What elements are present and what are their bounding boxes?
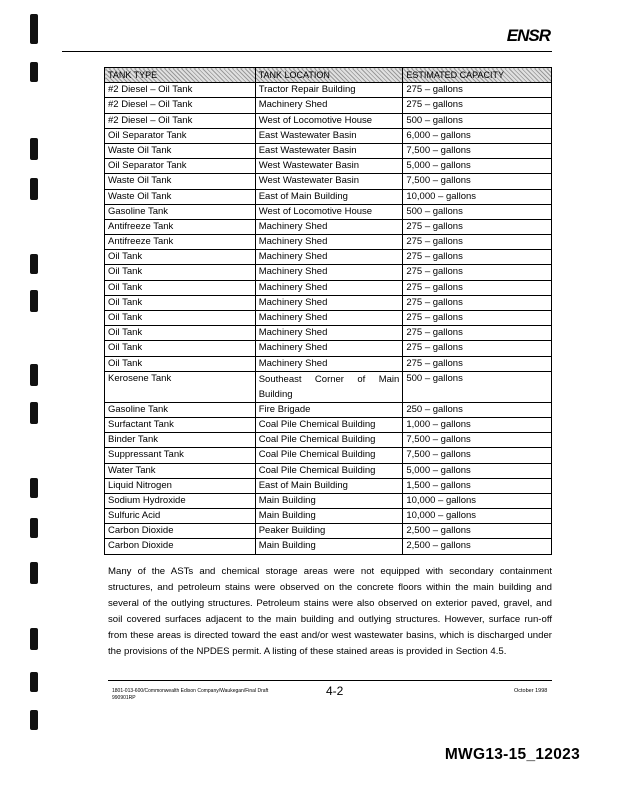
column-header: TANK LOCATION	[255, 68, 403, 83]
table-row	[105, 143, 552, 158]
tank-type-cell: Water Tank	[105, 463, 256, 478]
capacity-cell: 275 – gallons	[403, 235, 552, 250]
tank-location-cell: Main Building	[255, 493, 403, 508]
table-row	[105, 189, 552, 204]
capacity-cell: 275 – gallons	[403, 219, 552, 234]
capacity-cell: 275 – gallons	[403, 98, 552, 113]
table-row	[105, 280, 552, 295]
table-row	[105, 433, 552, 448]
tank-location-cell: East Wastewater Basin	[255, 143, 403, 158]
tank-location-cell: Main Building	[255, 539, 403, 554]
table-row	[105, 128, 552, 143]
tank-type-cell: Kerosene Tank	[105, 371, 256, 402]
scan-mark	[30, 62, 38, 82]
capacity-cell: 275 – gallons	[403, 326, 552, 341]
table-row	[105, 174, 552, 189]
capacity-cell: 1,500 – gallons	[403, 478, 552, 493]
scan-mark	[30, 364, 38, 386]
tank-type-cell: Gasoline Tank	[105, 204, 256, 219]
capacity-cell: 1,000 – gallons	[403, 417, 552, 432]
table-row	[105, 341, 552, 356]
scan-mark	[30, 254, 38, 274]
table-header-row	[105, 68, 552, 83]
tank-type-cell: Binder Tank	[105, 433, 256, 448]
scan-mark	[30, 290, 38, 312]
tank-type-cell: Oil Tank	[105, 295, 256, 310]
tank-location-cell: Coal Pile Chemical Building	[255, 463, 403, 478]
capacity-cell: 500 – gallons	[403, 113, 552, 128]
tank-location-cell: West of Locomotive House	[255, 113, 403, 128]
tank-location-cell: Machinery Shed	[255, 280, 403, 295]
tank-location-cell: West of Locomotive House	[255, 204, 403, 219]
tank-type-cell: #2 Diesel – Oil Tank	[105, 113, 256, 128]
capacity-cell: 7,500 – gallons	[403, 448, 552, 463]
scan-mark	[30, 138, 38, 160]
tank-location-cell: Machinery Shed	[255, 356, 403, 371]
capacity-cell: 275 – gallons	[403, 280, 552, 295]
tank-type-cell: #2 Diesel – Oil Tank	[105, 83, 256, 98]
tank-location-cell: West Wastewater Basin	[255, 159, 403, 174]
tank-type-cell: Oil Separator Tank	[105, 128, 256, 143]
table-row	[105, 235, 552, 250]
tank-location-cell: Fire Brigade	[255, 402, 403, 417]
tank-type-cell: Antifreeze Tank	[105, 235, 256, 250]
tank-type-cell: Oil Tank	[105, 341, 256, 356]
scan-mark	[30, 14, 38, 44]
tank-type-cell: Carbon Dioxide	[105, 539, 256, 554]
capacity-cell: 6,000 – gallons	[403, 128, 552, 143]
tank-type-cell: Oil Tank	[105, 265, 256, 280]
tank-type-cell: Sulfuric Acid	[105, 509, 256, 524]
footer-rule	[108, 680, 552, 681]
capacity-cell: 250 – gallons	[403, 402, 552, 417]
capacity-cell: 2,500 – gallons	[403, 539, 552, 554]
scan-mark	[30, 518, 38, 538]
capacity-cell: 7,500 – gallons	[403, 174, 552, 189]
tank-location-cell: Machinery Shed	[255, 235, 403, 250]
table-row	[105, 311, 552, 326]
table-row	[105, 113, 552, 128]
scan-mark	[30, 178, 38, 200]
scan-mark	[30, 402, 38, 424]
capacity-cell: 275 – gallons	[403, 83, 552, 98]
tank-type-cell: Antifreeze Tank	[105, 219, 256, 234]
footer-line: 990901RP	[112, 695, 136, 701]
tank-location-cell: Southeast Corner of Main Building	[255, 371, 403, 402]
tank-type-cell: Liquid Nitrogen	[105, 478, 256, 493]
tank-location-cell: West Wastewater Basin	[255, 174, 403, 189]
scan-mark	[30, 672, 38, 692]
tank-location-cell: Machinery Shed	[255, 219, 403, 234]
footer-date: October 1998	[514, 688, 548, 694]
tank-type-cell: Oil Separator Tank	[105, 159, 256, 174]
bates-stamp: MWG13-15_12023	[444, 746, 580, 763]
table-row	[105, 83, 552, 98]
footer-document-id	[112, 688, 312, 702]
tank-location-cell: Machinery Shed	[255, 265, 403, 280]
tank-type-cell: Waste Oil Tank	[105, 174, 256, 189]
capacity-cell: 7,500 – gallons	[403, 143, 552, 158]
table-row	[105, 448, 552, 463]
table-row	[105, 402, 552, 417]
capacity-cell: 275 – gallons	[403, 250, 552, 265]
tank-type-cell: Oil Tank	[105, 311, 256, 326]
table-row	[105, 295, 552, 310]
tank-location-cell: Machinery Shed	[255, 98, 403, 113]
tank-type-cell: Surfactant Tank	[105, 417, 256, 432]
tank-type-cell: #2 Diesel – Oil Tank	[105, 98, 256, 113]
tank-location-cell: Tractor Repair Building	[255, 83, 403, 98]
table-row	[105, 159, 552, 174]
body-paragraph: Many of the ASTs and chemical storage areas were not equipped with secondary containment structures, and petroleum stains were observed on the concrete floors within the main building and several of the outlying structures. Petroleum stains were also observed on exterior paved, gravel, and soil covered surfaces adjacent to the main building and outlying structures. However, surface run-off from these areas is directed toward the east and/or west wastewater basins, which is discharged under the provisions of the NPDES permit. A listing of these stained areas is provided in Section 4.5.	[108, 566, 552, 657]
tank-location-cell: East of Main Building	[255, 478, 403, 493]
capacity-cell: 500 – gallons	[403, 204, 552, 219]
scan-mark	[30, 628, 38, 650]
page-number: 4-2	[326, 684, 344, 698]
table-row	[105, 326, 552, 341]
tank-location-cell: Machinery Shed	[255, 295, 403, 310]
tank-type-cell: Oil Tank	[105, 326, 256, 341]
column-header: TANK TYPE	[105, 68, 256, 83]
tank-location-cell: Coal Pile Chemical Building	[255, 433, 403, 448]
tank-location-cell: Machinery Shed	[255, 341, 403, 356]
header-rule	[62, 51, 552, 52]
table-row	[105, 509, 552, 524]
capacity-cell: 275 – gallons	[403, 356, 552, 371]
table-row	[105, 98, 552, 113]
tank-table	[104, 67, 552, 555]
table-row	[105, 219, 552, 234]
tank-type-cell: Waste Oil Tank	[105, 143, 256, 158]
table-row	[105, 250, 552, 265]
tank-location-cell: Main Building	[255, 509, 403, 524]
capacity-cell: 7,500 – gallons	[403, 433, 552, 448]
capacity-cell: 275 – gallons	[403, 341, 552, 356]
tank-location-cell: East Wastewater Basin	[255, 128, 403, 143]
tank-type-cell: Suppressant Tank	[105, 448, 256, 463]
company-logo: ENSR	[506, 26, 550, 45]
table-row	[105, 371, 552, 402]
tank-type-cell: Waste Oil Tank	[105, 189, 256, 204]
capacity-cell: 2,500 – gallons	[403, 524, 552, 539]
tank-location-cell: Peaker Building	[255, 524, 403, 539]
tank-type-cell: Oil Tank	[105, 280, 256, 295]
footer-line: 1801-013-600/Commonwealth Edison Company/Waukegan/Final Draft	[112, 688, 269, 694]
column-header: ESTIMATED CAPACITY	[403, 68, 552, 83]
tank-location-cell: Machinery Shed	[255, 250, 403, 265]
tank-location-cell: Machinery Shed	[255, 326, 403, 341]
tank-type-cell: Gasoline Tank	[105, 402, 256, 417]
table-row	[105, 204, 552, 219]
capacity-cell: 275 – gallons	[403, 311, 552, 326]
tank-type-cell: Carbon Dioxide	[105, 524, 256, 539]
tank-type-cell: Oil Tank	[105, 250, 256, 265]
capacity-cell: 10,000 – gallons	[403, 493, 552, 508]
table-row	[105, 356, 552, 371]
table-row	[105, 493, 552, 508]
capacity-cell: 10,000 – gallons	[403, 509, 552, 524]
table-row	[105, 265, 552, 280]
tank-location-cell: Machinery Shed	[255, 311, 403, 326]
table-row	[105, 539, 552, 554]
table-row	[105, 417, 552, 432]
table-row	[105, 524, 552, 539]
capacity-cell: 10,000 – gallons	[403, 189, 552, 204]
scan-mark	[30, 478, 38, 498]
capacity-cell: 500 – gallons	[403, 371, 552, 402]
capacity-cell: 5,000 – gallons	[403, 159, 552, 174]
tank-location-cell: Coal Pile Chemical Building	[255, 448, 403, 463]
capacity-cell: 275 – gallons	[403, 265, 552, 280]
tank-location-cell: East of Main Building	[255, 189, 403, 204]
capacity-cell: 275 – gallons	[403, 295, 552, 310]
scan-mark	[30, 710, 38, 730]
tank-location-cell: Coal Pile Chemical Building	[255, 417, 403, 432]
table-row	[105, 478, 552, 493]
tank-type-cell: Sodium Hydroxide	[105, 493, 256, 508]
capacity-cell: 5,000 – gallons	[403, 463, 552, 478]
scan-mark	[30, 562, 38, 584]
tank-type-cell: Oil Tank	[105, 356, 256, 371]
table-row	[105, 463, 552, 478]
